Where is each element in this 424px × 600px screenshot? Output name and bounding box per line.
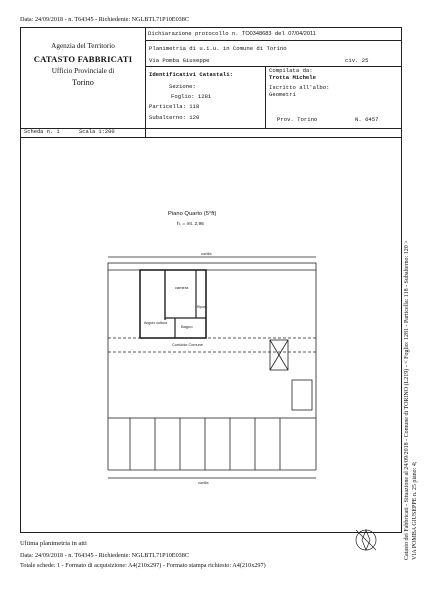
compiled-label: Compilata da: [269, 67, 313, 74]
footer-request-line: Data: 24/09/2018 - n. T64345 - Richiedente: NGLBTL71P10E038C [20, 552, 189, 559]
sheet-number: Scheda n. 1 [24, 129, 60, 135]
corridor-label: Corridoio Comune [172, 343, 203, 347]
footer-format-line: Totale schede: 1 - Formato di acquisizione: A4(210x297) - Formato stampa richiesto: A4(210x297) [20, 562, 266, 569]
register-label: Iscritto all'albo: [269, 84, 330, 91]
building-outline [108, 263, 316, 418]
register-number: N. 6457 [355, 116, 379, 123]
protocol-number: TO0348683 [242, 31, 272, 37]
room-label-bagno: Bagno [181, 324, 193, 329]
register-name: Geometri [269, 90, 296, 98]
last-plan-note: Ultima planimetria in atti [20, 540, 87, 547]
room-label-camera: camera [175, 285, 189, 290]
identifiers-heading: Identificativi Catastali: [149, 71, 233, 78]
address: Via Pomba Giuseppe [149, 57, 210, 64]
office-city: Torino [72, 78, 94, 87]
protocol-label: Dichiarazione protocollo n. [148, 30, 239, 37]
room-label-angolo: Angolo cottura [144, 321, 168, 325]
declaration-date: 07/04/2011 [288, 31, 316, 37]
ceiling-height: h. = mt. 2,96 [177, 222, 204, 227]
compiler-name: Trotta Michele [269, 73, 316, 81]
particella: Particella: 118 [149, 103, 200, 110]
side-line-2: VIA POMBA GIUSEPPE n. 25 piano: 4; [412, 461, 418, 560]
office-label: Ufficio Provinciale di [51, 67, 115, 75]
subalterno: Subalterno: 120 [149, 114, 200, 121]
plan-title: Planimetria di u.i.u. in Comune di Torino [149, 45, 287, 52]
side-line-1: Catasto dei Fabbricati - Situazione al 24/09/2018 - Comune di TORINO (L219) - < Foglio: 1281 - Particella: 118 - Subalterno: 120 > [404, 240, 410, 560]
province: Prov. Torino [277, 116, 318, 123]
stairs [292, 380, 312, 410]
registry-name: CATASTO FABBRICATI [33, 54, 133, 64]
foglio: Foglio: 1281 [171, 93, 212, 100]
sezione: Sezione: [169, 83, 196, 90]
civic-number: civ. 25 [345, 57, 369, 64]
courtyard-top-label: cortile [201, 251, 212, 256]
header-request-line: Data: 24/09/2018 - n. T64345 - Richiedente: NGLBTL71P10E038C [20, 16, 189, 23]
floor-label: Piano Quarto (5°ft) [168, 211, 217, 217]
scale: Scala 1:200 [79, 129, 115, 135]
north-arrow-icon [356, 530, 376, 550]
agency-name: Agenzia del Territorio [51, 42, 115, 50]
side-cadastral-note [403, 160, 419, 560]
courtyard-bottom-label: cortile [198, 480, 209, 485]
date-label: del [274, 30, 285, 37]
room-label-ripost: Ripost. [197, 305, 208, 309]
